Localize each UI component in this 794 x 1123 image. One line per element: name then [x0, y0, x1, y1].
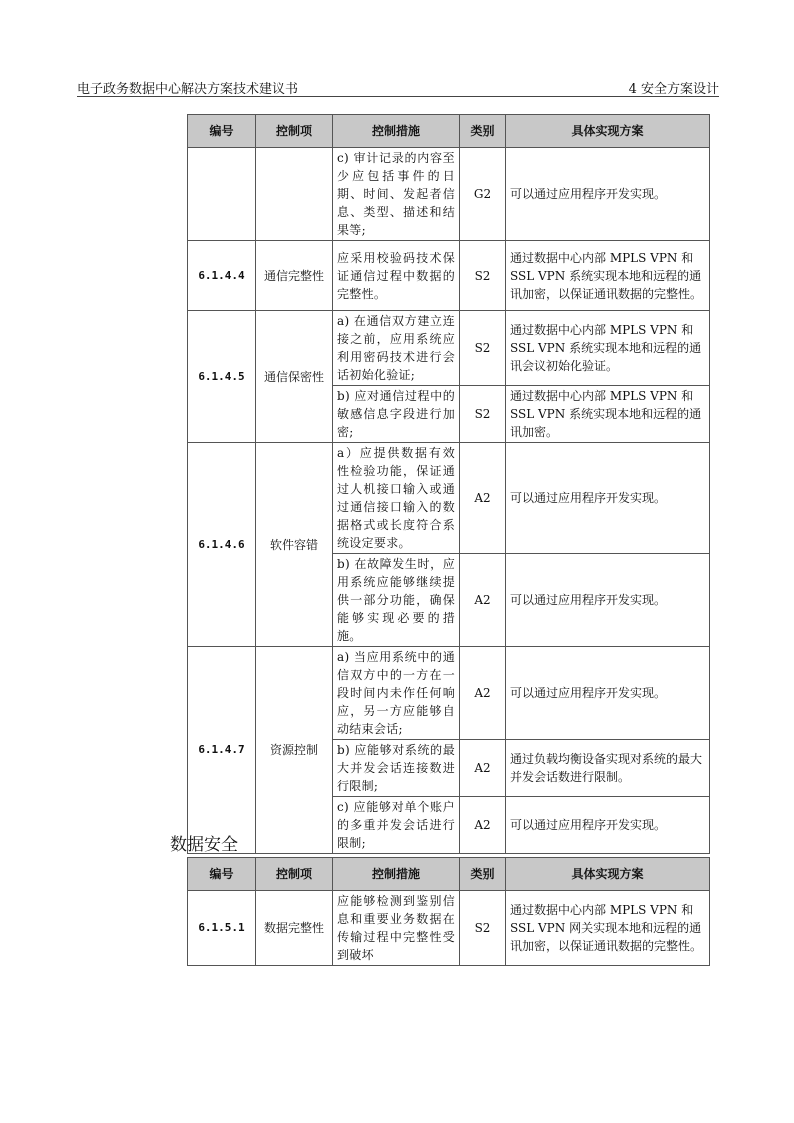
row-item: 软件容错	[256, 443, 333, 647]
row-item: 通信完整性	[256, 241, 333, 311]
chapter-title: 4 安全方案设计	[628, 82, 719, 97]
row-measure: b) 在故障发生时，应用系统应能够继续提供一部分功能，确保能够实现必要的措施。	[333, 554, 460, 647]
row-category: G2	[460, 148, 506, 241]
row-category: S2	[460, 241, 506, 311]
row-measure: c) 审计记录的内容至少应包括事件的日期、时间、发起者信息、类型、描述和结果等;	[333, 148, 460, 241]
row-implementation: 可以通过应用程序开发实现。	[506, 554, 710, 647]
row-item: 通信保密性	[256, 311, 333, 443]
table-header-row	[188, 858, 710, 891]
row-category: A2	[460, 443, 506, 554]
row-category: S2	[460, 311, 506, 386]
col-header-category: 类别	[460, 858, 506, 891]
row-id: 6.1.4.4	[188, 241, 256, 311]
row-category: A2	[460, 554, 506, 647]
row-category: S2	[460, 386, 506, 443]
row-category: A2	[460, 740, 506, 797]
col-header-id: 编号	[188, 858, 256, 891]
row-implementation: 通过数据中心内部 MPLS VPN 和 SSL VPN 系统实现本地和远程的通讯加密，以保证通讯数据的完整性。	[506, 241, 710, 311]
col-header-item: 控制项	[256, 115, 333, 148]
row-measure: b) 应对通信过程中的敏感信息字段进行加密;	[333, 386, 460, 443]
row-implementation: 通过负载均衡设备实现对系统的最大并发会话数进行限制。	[506, 740, 710, 797]
table-row	[188, 647, 710, 740]
col-header-implementation: 具体实现方案	[506, 115, 710, 148]
col-header-item: 控制项	[256, 858, 333, 891]
row-implementation: 可以通过应用程序开发实现。	[506, 148, 710, 241]
col-header-measure: 控制措施	[333, 115, 460, 148]
security-table-1	[187, 114, 710, 854]
row-measure: a) 在通信双方建立连接之前，应用系统应利用密码技术进行会话初始化验证;	[333, 311, 460, 386]
col-header-category: 类别	[460, 115, 506, 148]
row-implementation: 可以通过应用程序开发实现。	[506, 443, 710, 554]
row-id: 6.1.4.5	[188, 311, 256, 443]
table-row	[188, 891, 710, 966]
section-heading: 数据安全	[170, 835, 238, 855]
table-header-row	[188, 115, 710, 148]
row-implementation: 可以通过应用程序开发实现。	[506, 647, 710, 740]
table-row	[188, 148, 710, 241]
row-category: S2	[460, 891, 506, 966]
row-id: 6.1.5.1	[188, 891, 256, 966]
row-item: 数据完整性	[256, 891, 333, 966]
row-implementation: 通过数据中心内部 MPLS VPN 和 SSL VPN 系统实现本地和远程的通讯会议初始化验证。	[506, 311, 710, 386]
col-header-id: 编号	[188, 115, 256, 148]
security-table-2	[187, 857, 710, 966]
row-measure: b) 应能够对系统的最大并发会话连接数进行限制;	[333, 740, 460, 797]
row-item	[256, 148, 333, 241]
row-measure: 应能够检测到鉴别信息和重要业务数据在传输过程中完整性受到破坏	[333, 891, 460, 966]
row-id: 6.1.4.6	[188, 443, 256, 647]
row-implementation: 通过数据中心内部 MPLS VPN 和 SSL VPN 系统实现本地和远程的通讯加密。	[506, 386, 710, 443]
page-header	[77, 78, 719, 97]
document-title: 电子政务数据中心解决方案技术建议书	[77, 82, 299, 97]
row-implementation: 通过数据中心内部 MPLS VPN 和 SSL VPN 网关实现本地和远程的通讯加密，以保证通讯数据的完整性。	[506, 891, 710, 966]
table-row	[188, 241, 710, 311]
row-measure: a) 当应用系统中的通信双方中的一方在一段时间内未作任何响应，另一方应能够自动结束会话;	[333, 647, 460, 740]
col-header-implementation: 具体实现方案	[506, 858, 710, 891]
row-item: 资源控制	[256, 647, 333, 854]
row-implementation: 可以通过应用程序开发实现。	[506, 797, 710, 854]
col-header-measure: 控制措施	[333, 858, 460, 891]
row-measure: 应采用校验码技术保证通信过程中数据的完整性。	[333, 241, 460, 311]
row-measure: c) 应能够对单个账户的多重并发会话进行限制;	[333, 797, 460, 854]
table-row	[188, 443, 710, 554]
table-row	[188, 311, 710, 386]
row-category: A2	[460, 647, 506, 740]
row-id	[188, 148, 256, 241]
row-category: A2	[460, 797, 506, 854]
row-id: 6.1.4.7	[188, 647, 256, 854]
row-measure: a）应提供数据有效性检验功能，保证通过人机接口输入或通过通信接口输入的数据格式或长度符合系统设定要求。	[333, 443, 460, 554]
